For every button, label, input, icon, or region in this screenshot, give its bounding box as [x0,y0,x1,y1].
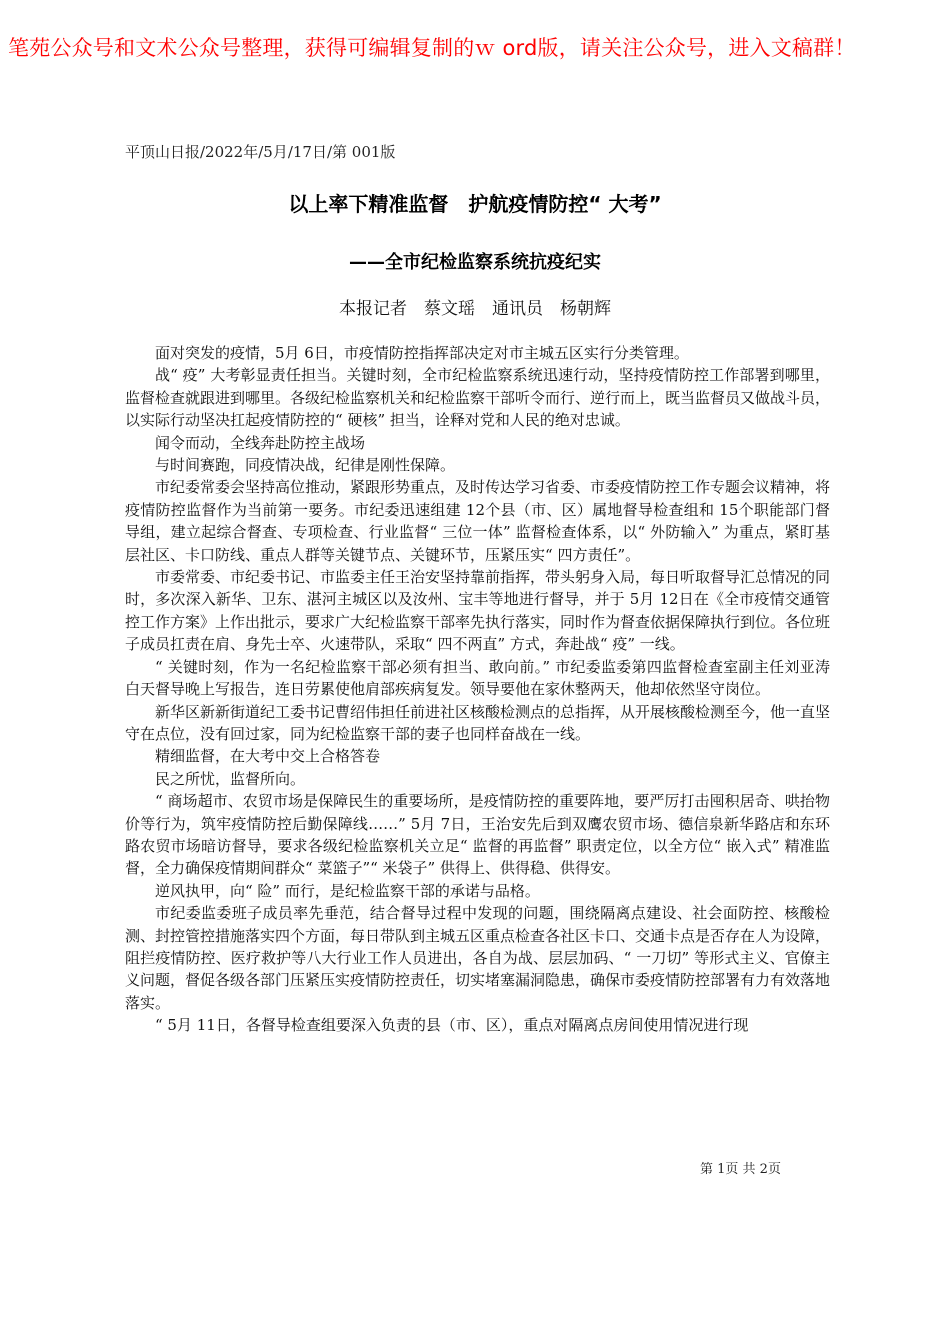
paragraph: 面对突发的疫情，5月 6日，市疫情防控指挥部决定对市主城五区实行分类管理。 [155,344,689,362]
article-subtitle: ——全市纪检监察系统抗疫纪实 [349,252,601,273]
article-title: 以上率下精准监督 护航疫情防控“ 大考” [288,192,662,216]
watermark-banner: 笔苑公众号和文术公众号整理，获得可编辑复制的ｗ ord版，请关注公众号，进入文稿群！ [8,36,856,60]
paragraph: 市纪委监委班子成员率先垂范，结合督导过程中发现的问题，围绕隔离点建设、社会面防控、核酸检测、封控管控措施落实四个方面，每日带队到主城五区重点检查各社区卡口、交通卡点是否存在人为设障，阻拦疫情防控、医疗救护等八大行业工作人员进出，各自为战、层层加码、“ 一刀切” 等形式主义、官僚主义问题，督促各级各部门压紧压实疫情防控责任，切实堵塞漏洞隐患，确保市委疫情防控部署有力有效落地落实。 [125,904,831,1012]
paragraph: “ 关键时刻，作为一名纪检监察干部必须有担当、敢向前。” 市纪委监委第四监督检查室副主任刘亚涛白天督导晚上写报告，连日劳累使他肩部疾病复发。领导要他在家休整两天，他却依然坚守岗位。 [125,657,830,699]
paragraph: 市纪委常委会坚持高位推动，紧跟形势重点，及时传达学习省委、市委疫情防控工作专题会议精神，将疫情防控监督作为当前第一要务。市纪委迅速组建 12个县（市、区）属地督导检查组和 15个职能部门督导组，建立起综合督查、专项检查、行业监督“ 三位一体” 监督检查体系，以“ 外防输入” 为重点，紧盯基层社区、卡口防线、重点人群等关键节点、关键环节，压紧压实“ 四方责任”。 [125,478,831,564]
paragraph: 民之所忧，监督所向。 [155,769,306,788]
paragraph: “ 5月 11日，各督导检查组要深入负责的县（市、区），重点对隔离点房间使用情况进行现 [155,1016,749,1035]
section-heading: 闻令而动，全线奔赴防控主战场 [155,433,366,452]
section-heading: 精细监督，在大考中交上合格答卷 [155,747,381,766]
paragraph: “ 商场超市、农贸市场是保障民生的重要场所，是疫情防控的重要阵地，要严厉打击囤积居奇、哄抬物价等行为，筑牢疫情防控后勤保障线……” 5月 7日，王治安先后到双鹰农贸市场、德信泉新华路店和东环路农贸市场暗访督导，要求各级纪检监察机关立足“ 监督的再监督” 职责定位，以全方位“ 嵌入式” 精准监督，全力确保疫情期间群众“ 菜篮子”“ 米袋子” 供得上、供得稳、供得安。 [125,792,830,878]
paragraph: 与时间赛跑，同疫情决战，纪律是刚性保障。 [155,456,456,475]
page-footer: 第 1页 共 2页 [700,1162,781,1177]
paragraph: 市委常委、市纪委书记、市监委主任王治安坚持靠前指挥，带头躬身入局，每日听取督导汇总情况的同时，多次深入新华、卫东、湛河主城区以及汝州、宝丰等地进行督导，并于 5月 12日在《全市疫情交通管控工作方案》上作出批示，要求广大纪检监察干部率先执行落实，同时作为督查依据保障执行到位。各位班子成员扛责在肩、身先士卒、火速带队，采取“ 四不两直” 方式，奔赴战“ 疫” 一线。 [125,568,831,654]
source-line: 平顶山日报/2022年/5月/17日/第 001版 [125,143,396,161]
paragraph: 逆风执甲，向“ 险” 而行，是纪检监察干部的承诺与品格。 [155,881,540,900]
article-body [125,342,830,1037]
paragraph: 战“ 疫” 大考彰显责任担当。关键时刻，全市纪检监察系统迅速行动，坚持疫情防控工作部署到哪里，监督检查就跟进到哪里。各级纪检监察机关和纪检监察干部听令而行、逆行而上，既当监督员又做战斗员，以实际行动坚决扛起疫情防控的“ 硬核” 担当，诠释对党和人民的绝对忠诚。 [125,366,831,430]
paragraph: 新华区新新街道纪工委书记曹绍伟担任前进社区核酸检测点的总指挥，从开展核酸检测至今，他一直坚守在点位，没有回过家，同为纪检监察干部的妻子也同样奋战在一线。 [125,702,831,743]
article-byline: 本报记者 蔡文瑶 通讯员 杨朝辉 [339,299,611,319]
